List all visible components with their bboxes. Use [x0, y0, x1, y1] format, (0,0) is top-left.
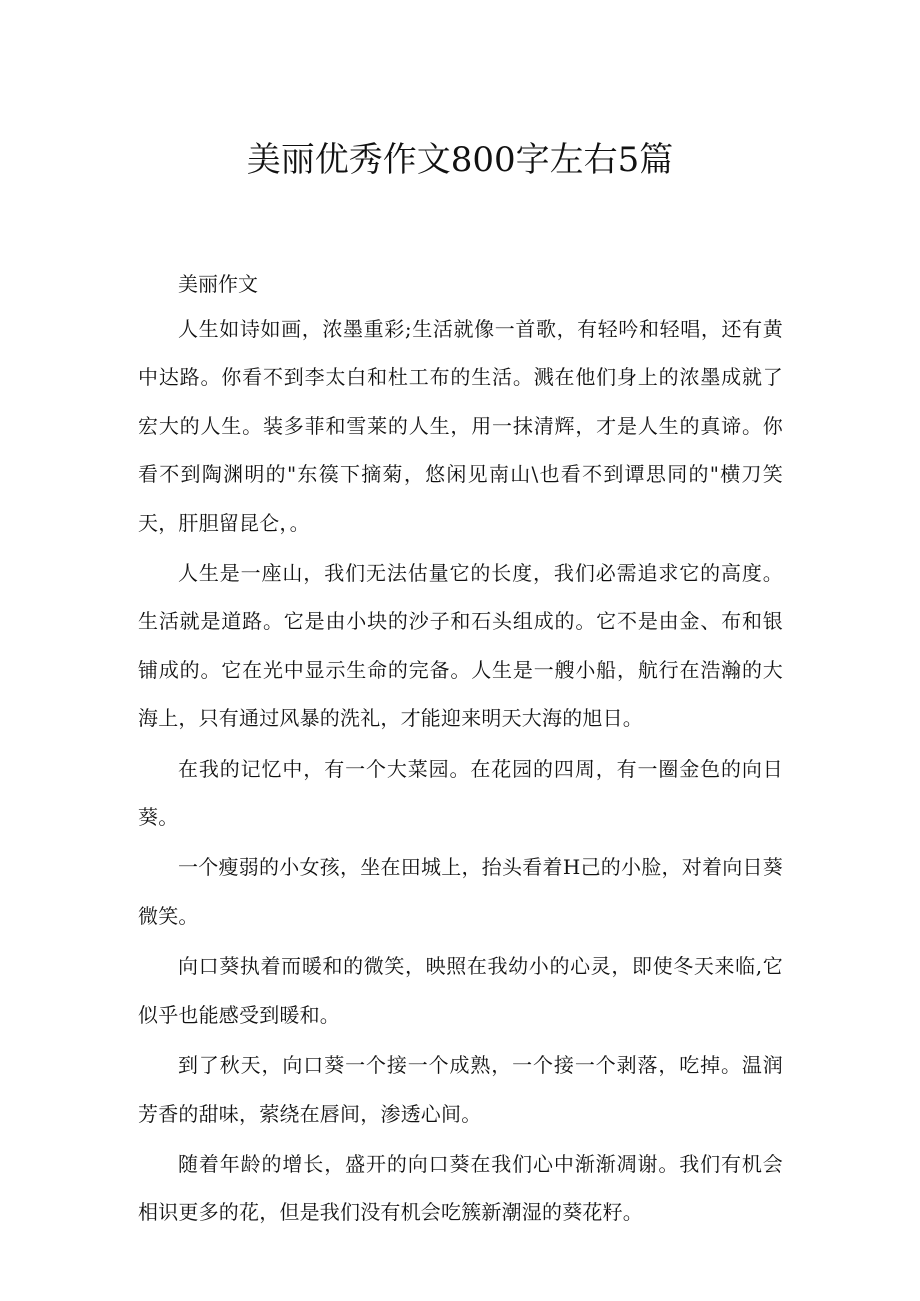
section-heading: 美丽作文 [178, 272, 258, 296]
paragraph-7: 随着年龄的增长，盛开的向口葵在我们心中渐渐凋谢。我们有机会相识更多的花，但是我们没有机会吃簇新潮湿的葵花籽。 [138, 1151, 783, 1225]
paragraph-4: 一个瘦弱的小女孩，坐在田城上，抬头看着H己的小脸，对着向日葵微笑。 [138, 855, 783, 928]
paragraph-2: 人生是一座山，我们无法估量它的长度，我们必需追求它的高度。生活就是道路。它是由小块的沙子和石头组成的。它不是由金、布和银铺成的。它在光中显示生命的完备。人生是一艘小船，航行在浩瀚的大海上，只有通过风暴的洗礼，才能迎来明天大海的旭日。 [138, 561, 783, 731]
document-body [138, 266, 783, 1239]
document-title: 美丽优秀作文800字左右5篇 [246, 140, 674, 180]
paragraph-5: 向口葵执着而暖和的微笑，映照在我幼小的心灵，即使冬天来临,它似乎也能感受到暖和。 [138, 954, 783, 1027]
paragraph-1: 人生如诗如画，浓墨重彩;生活就像一首歌，有轻吟和轻唱，还有黄中达路。你看不到李太白和杜工布的生活。溅在他们身上的浓墨成就了宏大的人生。装多菲和雪莱的人生，用一抹清辉，才是人生的真谛。你看不到陶渊明的"东篌下摘菊，悠闲见南山\也看不到谭思同的"横刀笑天，肝胆留昆仑，。 [138, 317, 783, 535]
paragraph-3: 在我的记忆中，有一个大菜园。在花园的四周，有一圈金色的向日葵。 [138, 756, 783, 830]
paragraph-6: 到了秋天，向口葵一个接一个成熟，一个接一个剥落，吃掉。温润芳香的甜味，萦绕在唇间，渗透心间。 [138, 1053, 783, 1126]
